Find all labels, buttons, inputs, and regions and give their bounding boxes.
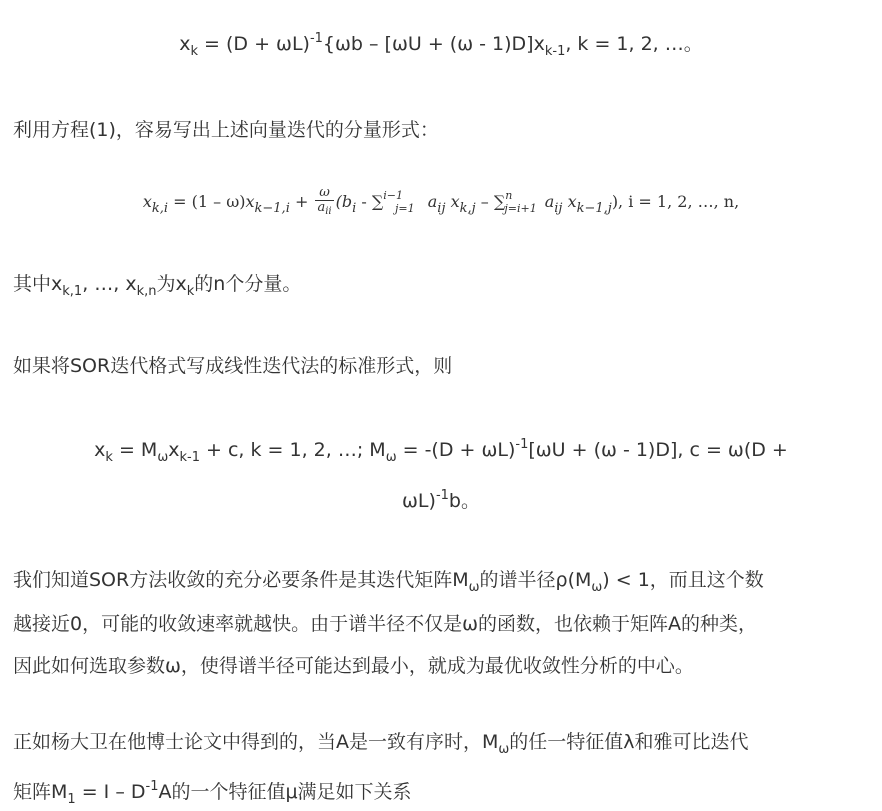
para-subscript: k,1 [62, 284, 83, 299]
para-text: 的任一特征值λ和雅可比迭代 [509, 731, 749, 753]
summation-symbol: - ∑ [356, 192, 384, 211]
para-subscript: ω [591, 580, 603, 595]
para-text: 其中x [13, 273, 63, 295]
paragraph-components-note [0, 270, 882, 298]
summation-symbol: – ∑ [475, 192, 506, 211]
eq-var: x [450, 192, 460, 211]
para-subscript: k [186, 284, 195, 299]
para-subscript: 1 [67, 792, 76, 807]
sum-lower-limit: j=i+1 [504, 202, 537, 215]
eq-subscript: ω [157, 450, 169, 465]
eq-subscript: k,j [459, 201, 476, 216]
paragraph-convergence-line3: 因此如何选取参数ω，使得谱半径可能达到最小，就成为最优收敛性分析的中心。 [13, 655, 694, 677]
eq-text: x [94, 439, 106, 461]
para-subscript: ω [498, 742, 510, 757]
eq-text: ), i = 1, 2, …, n, [611, 192, 740, 211]
para-text: A的一个特征值μ满足如下关系 [158, 781, 412, 803]
eq-subscript: k [190, 44, 198, 59]
eq-text: [ωU + (ω - 1)D], c = ω(D + [528, 439, 788, 461]
eq-text: x [168, 439, 180, 461]
eq-text: + [289, 192, 314, 211]
para-text: 正如杨大卫在他博士论文中得到的，当A是一致有序时，M [13, 731, 499, 753]
eq-text: = (1 – ω) [168, 192, 246, 211]
eq-subscript: k−1,j [576, 201, 612, 216]
eq-superscript: -1 [515, 437, 529, 452]
eq-subscript: k−1,i [254, 201, 290, 216]
eq-text: = (D + ωL) [198, 33, 310, 55]
paragraph-convergence-line1 [0, 566, 882, 594]
paragraph-young-result-line1 [0, 728, 882, 756]
para-text: 我们知道SOR方法收敛的充分必要条件是其迭代矩阵M [13, 569, 469, 591]
eq-subscript: k-1 [544, 44, 566, 59]
eq-subscript: i [352, 201, 357, 216]
eq-subscript: ij [437, 201, 446, 216]
eq-var: x [245, 192, 255, 211]
eq-text: b。 [448, 490, 480, 512]
eq-superscript: -1 [435, 488, 449, 503]
sum-upper-limit: i−1 [383, 189, 403, 202]
fraction-numerator: ω [315, 186, 333, 201]
para-text: 的谱半径ρ(M [479, 569, 592, 591]
sor-standard-form-equation-line2 [0, 487, 882, 515]
eq-subscript: k-1 [179, 450, 200, 465]
para-text: 为x [156, 273, 187, 295]
para-text: 的n个分量。 [194, 273, 302, 295]
eq-text: {ωb – [ωU + (ω - 1)D]x [322, 33, 545, 55]
paragraph-component-form-intro: 利用方程(1)，容易写出上述向量迭代的分量形式： [13, 119, 439, 141]
paragraph-convergence-line2: 越接近0，可能的收敛速率就越快。由于谱半径不仅是ω的函数，也依赖于矩阵A的种类， [13, 613, 757, 635]
para-text: = I – D [75, 781, 146, 803]
para-text: 矩阵M [13, 781, 68, 803]
para-text: , …, x [82, 273, 137, 295]
eq-text: + c, k = 1, 2, …; M [199, 439, 386, 461]
para-subscript: ω [468, 580, 480, 595]
eq-subscript: k [105, 450, 113, 465]
sum-lower-limit: j=1 [395, 202, 415, 215]
eq-superscript: -1 [309, 31, 323, 46]
paragraph-standard-form-intro: 如果将SOR迭代格式写成线性迭代法的标准形式，则 [13, 355, 453, 377]
eq-var: a [544, 192, 555, 211]
eq-subscript: ω [385, 450, 397, 465]
eq-text: = M [112, 439, 158, 461]
para-subscript: k,n [136, 284, 157, 299]
eq-text: (b [335, 192, 353, 211]
sor-standard-form-equation-line1 [0, 436, 882, 464]
eq-var: x [567, 192, 577, 211]
eq-text: x [179, 33, 191, 55]
eq-var: x [142, 192, 152, 211]
sum-upper-limit: n [505, 189, 513, 202]
paragraph-young-result-line2 [0, 778, 882, 806]
para-superscript: -1 [145, 779, 159, 794]
para-text: ) < 1，而且这个数 [602, 569, 764, 591]
sor-component-equation [0, 185, 882, 217]
eq-text: ωL) [402, 490, 436, 512]
sor-vector-iteration-equation [0, 30, 882, 58]
eq-text: = -(D + ωL) [396, 439, 516, 461]
eq-subscript: k,i [151, 201, 169, 216]
eq-subscript: ij [554, 201, 563, 216]
eq-text: , k = 1, 2, …。 [565, 33, 703, 55]
eq-var: a [427, 192, 438, 211]
fraction-denominator: $a_{ii}$ [317, 200, 332, 217]
omega-over-aii-fraction [315, 186, 333, 215]
